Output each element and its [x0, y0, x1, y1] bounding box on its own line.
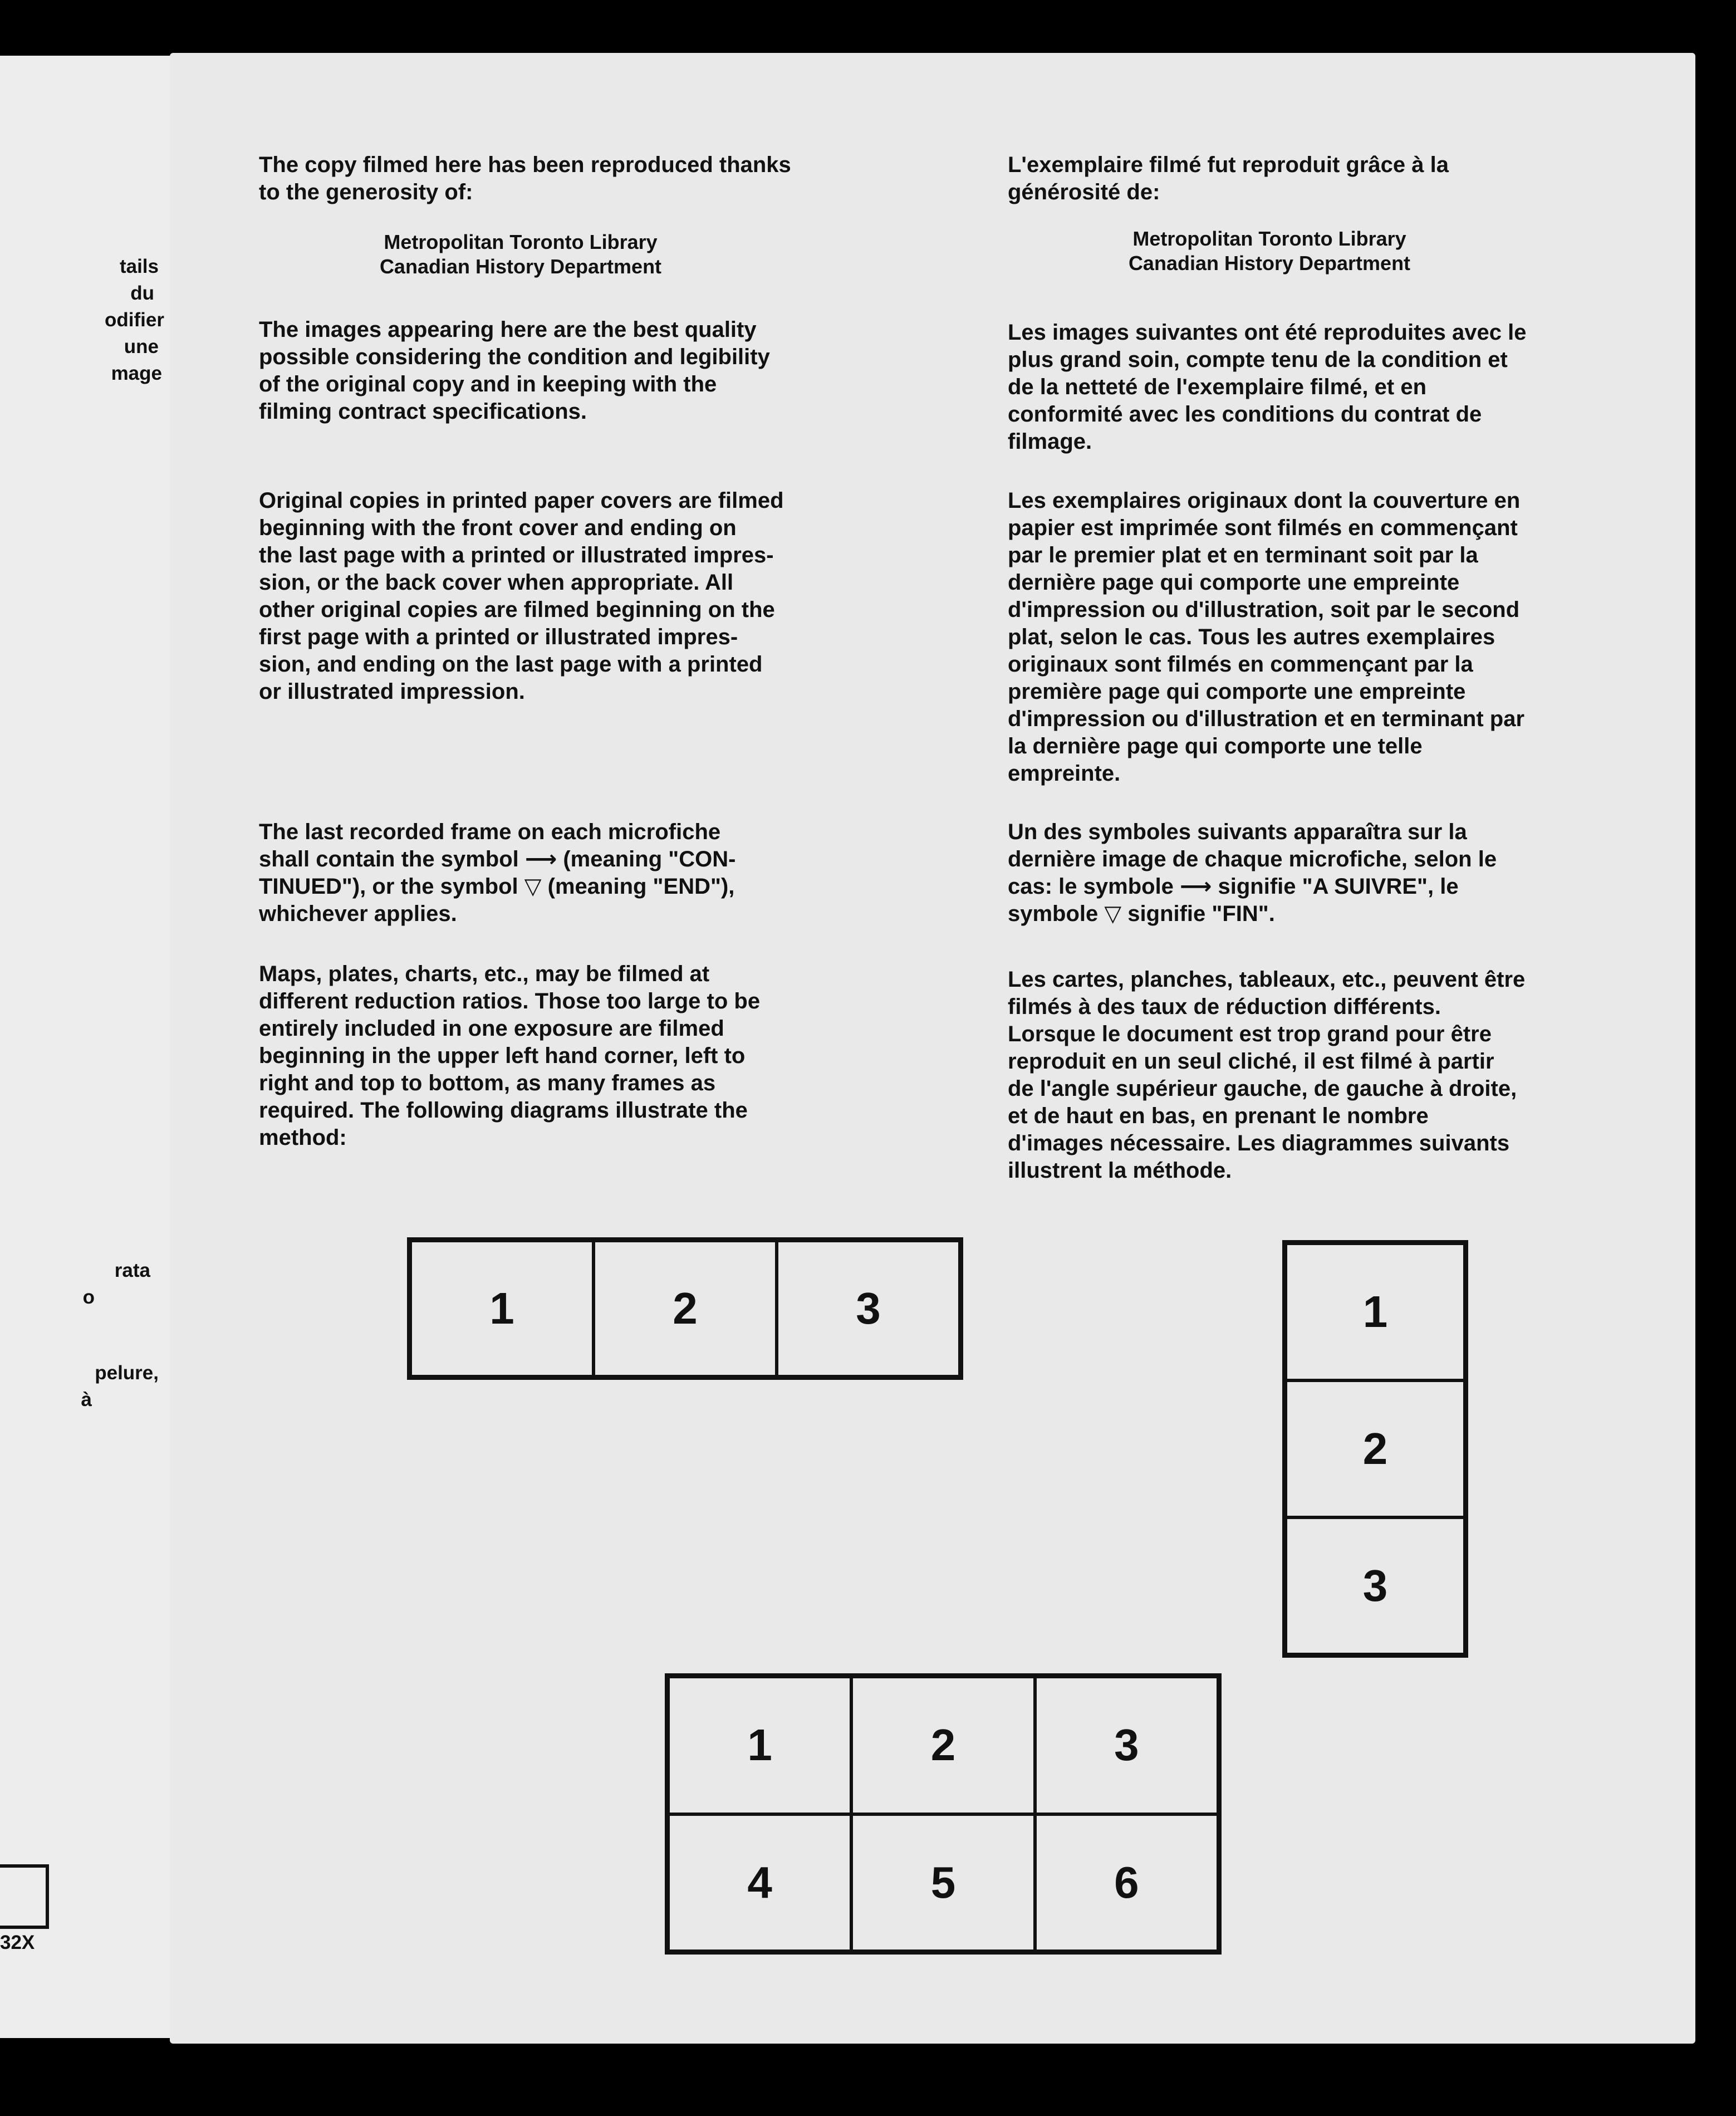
- scale-box: [0, 1864, 49, 1929]
- diagram-frame: 2: [594, 1241, 777, 1377]
- english-paragraph-maps: Maps, plates, charts, etc., may be filmed at different reduction ratios. Those too large to be entirely included in one exposure are filmed beginning in the upper left hand corner, left to right and top to bottom, as many frames as required. The following diagrams illustrate the method:: [259, 962, 761, 1150]
- diagram-frame: 5: [851, 1814, 1034, 1952]
- diagram-frame: 1: [410, 1241, 594, 1377]
- left-fragment-text: mage: [111, 363, 162, 384]
- previous-page-fragment: [0, 56, 170, 2038]
- diagram-frame: 1: [668, 1677, 851, 1814]
- main-page: [170, 53, 1695, 2044]
- diagram-frame: 2: [851, 1677, 1034, 1814]
- diagram-grid: [665, 1673, 1222, 1955]
- diagram-frame: 2: [1286, 1380, 1465, 1517]
- english-paragraph-quality: The images appearing here are the best quality possible considering the condition and legibility of the original copy and in keeping with the filming contract specifications.: [259, 317, 770, 424]
- diagram-frame: 4: [668, 1814, 851, 1952]
- french-paragraph-covers: Les exemplaires originaux dont la couverture en papier est imprimée sont filmés en commençant par le premier plat et en terminant soit par la dernière page qui comporte une empreinte d'impression ou d'illustration, soit par le second plat, selon le cas. Tous les autres exemplaires originaux sont filmés en commençant par la première page qui comporte une empreinte d'impression ou d'illustration et en terminant par la dernière page qui comporte une telle empreinte.: [1008, 488, 1525, 786]
- french-column: [1008, 53, 1637, 1946]
- left-fragment-text: rata: [114, 1260, 150, 1281]
- english-column: [259, 53, 888, 1946]
- left-fragment-text: tails: [119, 256, 159, 277]
- french-paragraph-quality: Les images suivantes ont été reproduites avec le plus grand soin, compte tenu de la condition et de la netteté de l'exemplaire filmé, et en conformité avec les conditions du contrat de filmage.: [1008, 320, 1527, 454]
- left-fragment-text: à: [81, 1389, 92, 1410]
- french-paragraph-maps: Les cartes, planches, tableaux, etc., peuvent être filmés à des taux de réduction différents. Lorsque le document est trop grand pour être reproduit en un seul cliché, il est filmé à partir de l'angle supérieur gauche, de gauche à droite, et de haut en bas, en prenant le nombre d'images nécessaire. Les diagrammes suivants illustrent la méthode.: [1008, 967, 1526, 1183]
- english-paragraph-covers: Original copies in printed paper covers are filmed beginning with the front cover and ending on the last page with a printed or illustrated impres- sion, or the back cover when appropriate. All other original copies are filmed beginning on the first page with a printed or illustrated impres- sion, and ending on the last page with a printed or illustrated impression.: [259, 488, 784, 704]
- english-intro: The copy filmed here has been reproduced thanks to the generosity of:: [259, 153, 791, 204]
- english-credit: Metropolitan Toronto Library Canadian History Department: [379, 231, 662, 278]
- left-fragment-text: pelure,: [95, 1362, 159, 1384]
- diagram-frame: 3: [777, 1241, 960, 1377]
- diagram-frame: 3: [1286, 1517, 1465, 1654]
- left-fragment-text: 32X: [0, 1932, 35, 1953]
- diagram-vertical: [1282, 1240, 1468, 1658]
- diagram-horizontal: [407, 1237, 963, 1380]
- diagram-frame: 3: [1035, 1677, 1218, 1814]
- diagram-frame: 6: [1035, 1814, 1218, 1952]
- french-paragraph-symbols: Un des symboles suivants apparaîtra sur la dernière image de chaque microfiche, selon le cas: le symbole ⟶ signifie "A SUIVRE", le symbole ▽ signifie "FIN".: [1008, 820, 1497, 926]
- left-fragment-text: une: [124, 336, 159, 357]
- left-fragment-text: du: [130, 282, 154, 304]
- french-intro: L'exemplaire filmé fut reproduit grâce à la générosité de:: [1008, 153, 1449, 204]
- diagram-frame: 1: [1286, 1243, 1465, 1380]
- left-fragment-text: odifier: [105, 309, 164, 331]
- english-paragraph-symbols: The last recorded frame on each microfiche shall contain the symbol ⟶ (meaning "CON- TINUED"), or the symbol ▽ (meaning "END"), whichever applies.: [259, 820, 736, 926]
- french-credit: Metropolitan Toronto Library Canadian History Department: [1128, 227, 1411, 275]
- left-fragment-text: o: [82, 1286, 95, 1308]
